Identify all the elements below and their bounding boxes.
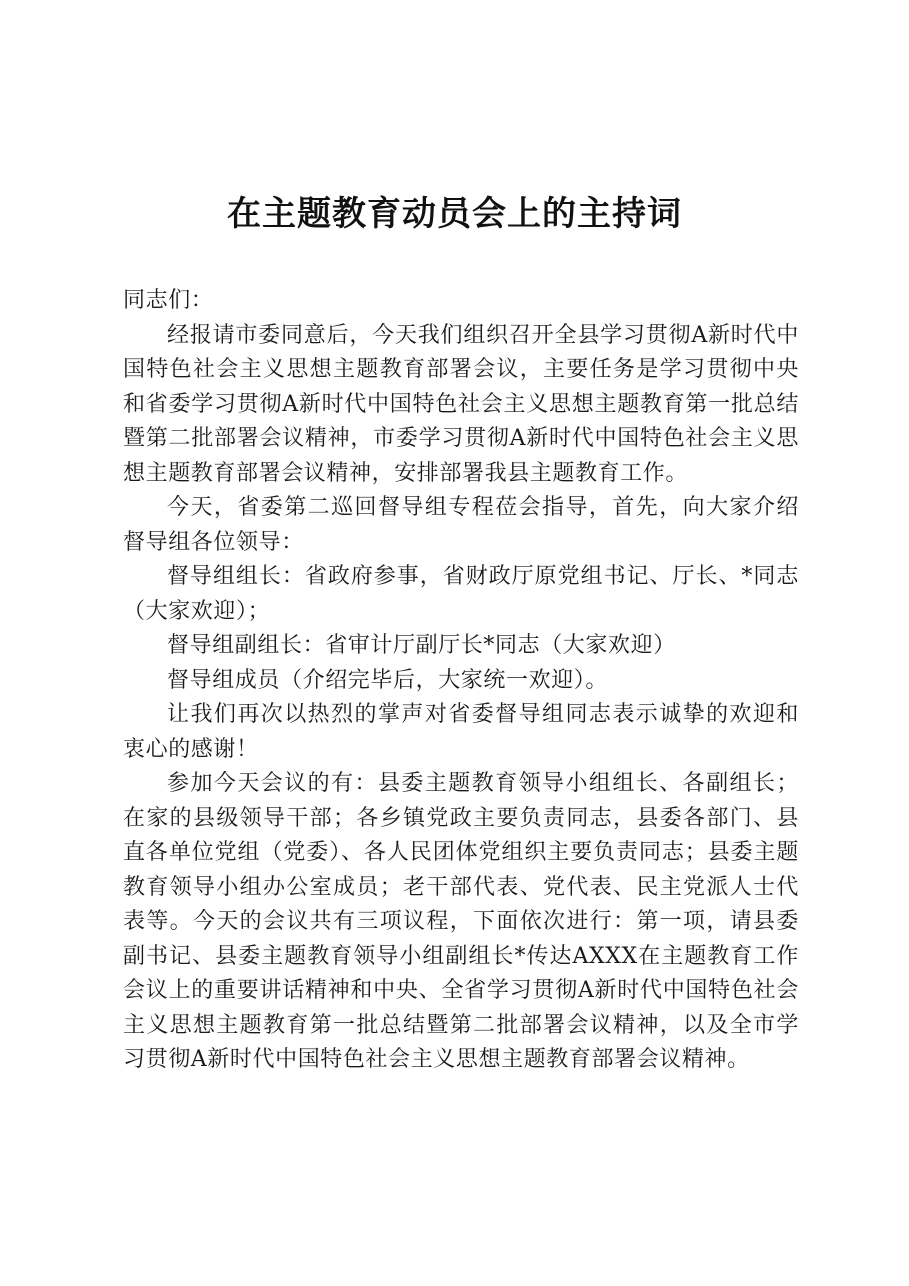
paragraph-applause: 让我们再次以热烈的掌声对省委督导组同志表示诚挚的欢迎和衷心的感谢！ (123, 702, 799, 762)
document-body (123, 284, 799, 1078)
paragraph-team-leader: 督导组组长：省政府参事，省财政厅原党组书记、厅长、*同志（大家欢迎）； (123, 564, 799, 624)
paragraph-team-members: 督导组成员（介绍完毕后，大家统一欢迎）。 (167, 667, 609, 693)
paragraph-deputy-leader: 督导组副组长：省审计厅副厅长*同志（大家欢迎） (167, 633, 676, 658)
paragraph-attendees-agenda: 参加今天会议的有：县委主题教育领导小组组长、各副组长；在家的县级领导干部；各乡镇党政主要负责同志，县委各部门、县直各单位党组（党委）、各人民团体党组织主要负责同志；县委主题教育领导小组办公室成员；老干部代表、党代表、民主党派人士代表等。今天的会议共有三项议程，下面依次进行：第一项，请县委副书记、县委主题教育领导小组副组长*传达AXXX在主题教育工作会议上的重要讲话精神和中央、全省学习贯彻A新时代中国特色社会主义思想主题教育第一批总结暨第二批部署会议精神，以及全市学习贯彻A新时代中国特色社会主义思想主题教育部署会议精神。 (123, 771, 799, 1072)
salutation: 同志们： (123, 288, 214, 313)
paragraph-inspection-intro: 今天，省委第二巡回督导组专程莅会指导，首先，向大家介绍督导组各位领导： (123, 495, 799, 555)
paragraph-opening: 经报请市委同意后，今天我们组织召开全县学习贯彻A新时代中国特色社会主义思想主题教育部署会议，主要任务是学习贯彻中央和省委学习贯彻A新时代中国特色社会主义思想主题教育第一批总结暨第二批部署会议精神，市委学习贯彻A新时代中国特色社会主义思想主题教育部署会议精神，安排部署我县主题教育工作。 (123, 322, 799, 486)
document-title: 在主题教育动员会上的主持词 (227, 194, 682, 234)
